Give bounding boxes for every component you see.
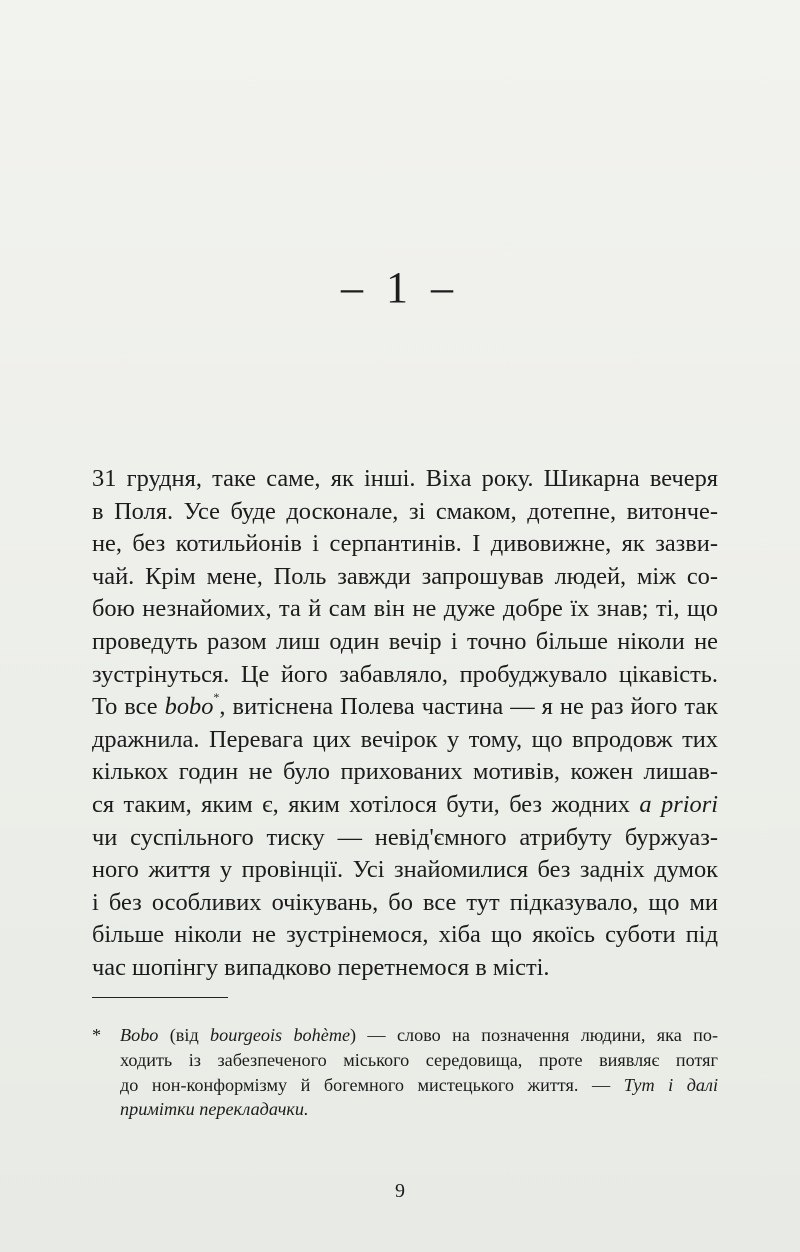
body-line: ного життя у провінції. Усі знайомилися без задніх думок	[92, 856, 718, 884]
page-number: 9	[395, 1180, 405, 1202]
footnote-line	[92, 1023, 718, 1048]
footnote-term: Bobo	[120, 1025, 159, 1045]
footnote-text: (від	[158, 1025, 211, 1045]
footnote-origin-term: bourgeois bohème	[210, 1025, 351, 1045]
body-text	[92, 463, 718, 985]
chapter-number: – 1 –	[341, 263, 459, 312]
body-line: зустрінуться. Це його забавляло, пробуджувало цікавість.	[92, 660, 718, 688]
footnote-text: ) — слово на позначення людини, яка по-	[350, 1025, 719, 1045]
footnote-divider	[92, 997, 228, 998]
footnote-reference: *	[213, 690, 220, 705]
body-line: кількох годин не було прихованих мотивів, кожен лишав-	[92, 758, 718, 786]
body-line	[92, 691, 718, 724]
bobo-term: bobo	[164, 693, 214, 721]
body-line: чи суспільного тиску — невід'ємного атрибуту буржуаз-	[92, 823, 718, 851]
body-line: і без особливих очікувань, бо все тут підказувало, що ми	[92, 888, 718, 916]
body-line: бою незнайомих, та й сам він не дуже добре їх знав; ті, що	[92, 595, 718, 623]
footnote-note: примітки перекладачки.	[120, 1099, 309, 1120]
footnote-line	[92, 1097, 718, 1122]
body-line-text: То все	[92, 693, 165, 721]
body-line-text: ся таким, яким є, яким хотілося бути, без жодних	[92, 790, 640, 818]
footnote-line	[92, 1073, 718, 1098]
footnote-note: Тут і далі	[623, 1074, 719, 1095]
body-line: дражнила. Перевага цих вечірок у тому, що впродовж тих	[92, 725, 718, 753]
body-line: більше ніколи не зустрінемося, хіба що якоїсь суботи під	[92, 921, 718, 949]
body-line: час шопінгу випадково перетнемося в місті.	[92, 953, 550, 981]
body-line	[92, 789, 718, 822]
body-line: 31 грудня, таке саме, як інші. Віха року. Шикарна вечеря	[92, 465, 718, 492]
footnote-mark: *	[92, 1025, 102, 1045]
footnote	[92, 1023, 718, 1122]
body-line: проведуть разом лиш один вечір і точно більше ніколи не	[92, 627, 718, 655]
footnote-line: ходить із забезпеченого міського середовища, проте виявляє потяг	[120, 1049, 718, 1070]
body-line: не, без котильйонів і серпантинів. І дивовижне, як зазви-	[92, 530, 718, 558]
body-line: чай. Крім мене, Поль завжди запрошував людей, між со-	[92, 562, 718, 590]
body-line: в Поля. Усе буде досконале, зі смаком, дотепне, витонче-	[92, 497, 718, 525]
a-priori-term: a priori	[639, 790, 718, 818]
footnote-text: до нон-конформізму й богемного мистецького життя. —	[120, 1074, 624, 1095]
body-line-text: , витіснена Полева частина — я не раз його так	[219, 693, 718, 721]
